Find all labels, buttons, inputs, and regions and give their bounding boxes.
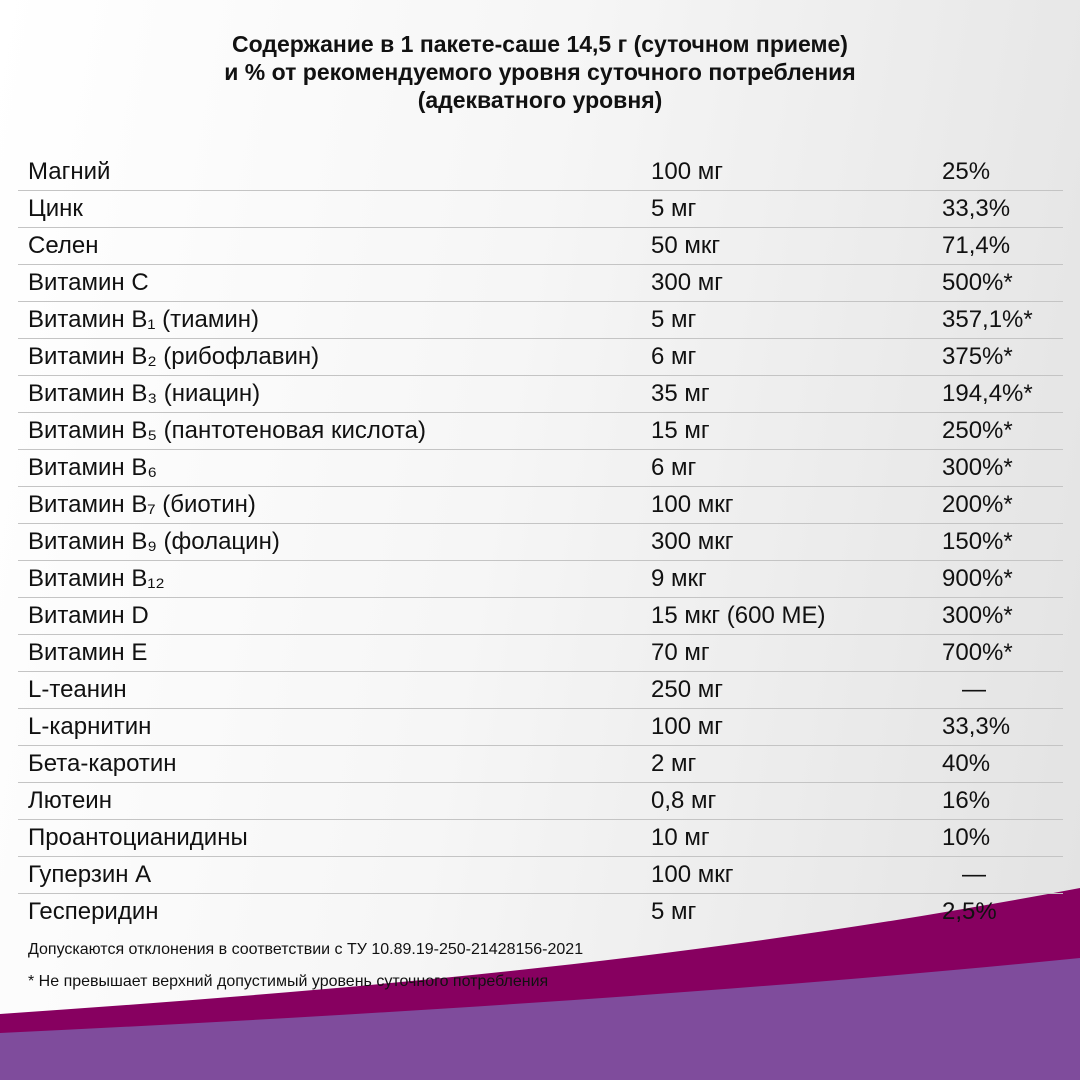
table-row [18,339,1063,376]
nutrient-amount: 15 мг [651,417,710,444]
nutrient-percent: 2,5% [942,898,997,925]
nutrient-name: L-теанин [28,676,127,703]
nutrient-percent: 33,3% [942,195,1011,222]
nutrient-name: Гуперзин А [28,861,152,888]
table-row [18,487,1063,524]
nutrient-name: Гесперидин [28,898,159,925]
nutrient-name: Витамин B₇ (биотин) [28,491,256,518]
nutrient-amount: 100 мкг [651,861,734,888]
nutrient-amount: 9 мкг [651,565,707,592]
nutrient-amount: 5 мг [651,306,697,333]
nutrient-percent: 300%* [942,602,1013,629]
nutrient-name: Витамин E [28,639,148,666]
table-row [18,302,1063,339]
nutrient-name: Витамин B₃ (ниацин) [28,380,261,407]
nutrient-amount: 300 мкг [651,528,734,555]
table-row [18,524,1063,561]
nutrient-percent: 500%* [942,269,1013,296]
nutrient-amount: 0,8 мг [651,787,717,814]
table-row [18,191,1063,228]
nutrient-amount: 15 мкг (600 МЕ) [651,602,826,629]
nutrient-amount: 250 мг [651,676,723,703]
nutrient-name: Лютеин [28,787,112,814]
nutrient-name: Витамин B₅ (пантотеновая кислота) [28,417,427,444]
nutrient-percent: 200%* [942,491,1013,518]
notes [28,934,583,998]
table-row [18,376,1063,413]
nutrient-percent: 700%* [942,639,1013,666]
nutrient-amount: 6 мг [651,343,697,370]
nutrient-percent: 40% [942,750,991,777]
nutrient-percent: 900%* [942,565,1013,592]
table-row [18,154,1063,191]
table-row [18,820,1063,857]
table-row [18,265,1063,302]
nutrient-amount: 35 мг [651,380,710,407]
table-row [18,413,1063,450]
table-row [18,598,1063,635]
nutrient-name: Витамин B₁ (тиамин) [28,306,259,333]
title-line-2: и % от рекомендуемого уровня суточного потребления [224,59,856,85]
nutrient-percent: 71,4% [942,232,1011,259]
nutrient-amount: 10 мг [651,824,710,851]
table-row [18,635,1063,672]
table-row [18,450,1063,487]
nutrient-amount: 100 мг [651,713,723,740]
nutrient-name: Магний [28,158,111,185]
nutrient-name: Витамин С [28,269,149,296]
nutrient-name: Бета-каротин [28,750,177,777]
nutrient-amount: 6 мг [651,454,697,481]
nutrient-amount: 50 мкг [651,232,721,259]
title-line-3: (адекватного уровня) [417,87,663,113]
nutrient-percent: 16% [942,787,991,814]
nutrient-percent: 194,4%* [942,380,1033,407]
nutrient-name: Витамин B₆ [28,454,157,481]
table-row [18,672,1063,709]
nutrient-name: Витамин B₂ (рибофлавин) [28,343,320,370]
nutrient-name: Селен [28,232,99,259]
nutrient-name: Витамин D [28,602,149,629]
nutrient-percent: 150%* [942,528,1013,555]
nutrient-amount: 300 мг [651,269,723,296]
nutrient-table [18,154,1063,930]
nutrient-percent: 250%* [942,417,1013,444]
nutrient-percent: — [962,861,986,888]
table-row [18,857,1063,894]
nutrient-amount: 5 мг [651,195,697,222]
nutrient-name: Витамин B₁₂ [28,565,165,592]
nutrient-amount: 100 мг [651,158,723,185]
table-row [18,561,1063,598]
table-row [18,709,1063,746]
nutrient-percent: 375%* [942,343,1013,370]
table-row [18,894,1063,930]
table-row [18,746,1063,783]
title-line-1: Содержание в 1 пакете-саше 14,5 г (суточном приеме) [232,31,848,57]
nutrient-percent: 300%* [942,454,1013,481]
footnote: * Не превышает верхний допустимый уровень суточного потребления [28,973,549,990]
nutrient-amount: 70 мг [651,639,710,666]
nutrient-amount: 5 мг [651,898,697,925]
nutrient-name: L-карнитин [28,713,152,740]
nutrient-amount: 100 мкг [651,491,734,518]
nutrient-percent: 10% [942,824,991,851]
nutrient-percent: 357,1%* [942,306,1033,333]
nutrient-percent: 33,3% [942,713,1011,740]
table-row [18,783,1063,820]
nutrient-amount: 2 мг [651,750,697,777]
page-title [0,30,1080,114]
deviation-note: Допускаются отклонения в соответствии с ТУ 10.89.19-250-21428156-2021 [28,941,584,958]
nutrient-name: Витамин B₉ (фолацин) [28,528,280,555]
table-row [18,228,1063,265]
nutrient-percent: 25% [942,158,991,185]
nutrient-percent: — [962,676,986,703]
nutrient-name: Проантоцианидины [28,824,248,851]
nutrient-name: Цинк [28,195,83,222]
